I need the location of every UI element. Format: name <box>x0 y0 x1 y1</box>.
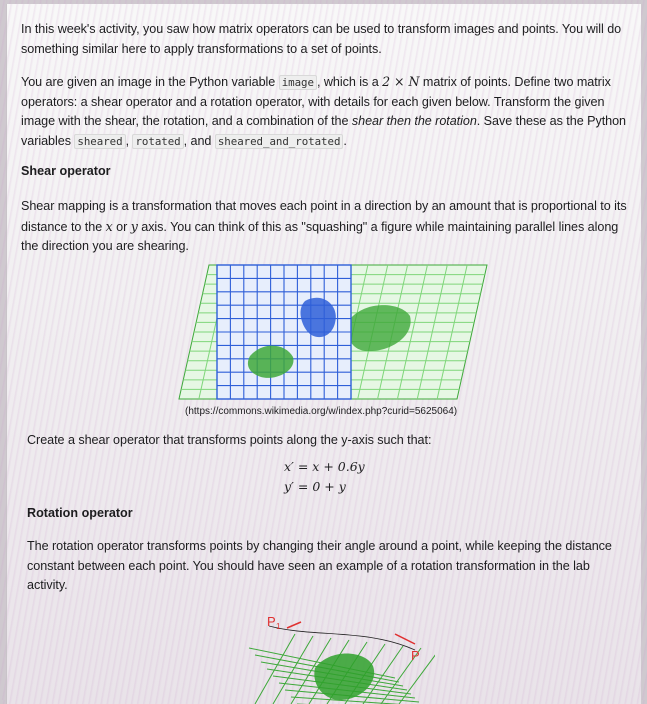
sheared-and-rotated-variable-code: sheared_and_rotated <box>215 134 344 149</box>
shear-equation-y: y′ = 0 + y <box>284 479 346 494</box>
rotation-illustration <box>245 608 435 704</box>
intro-paragraph <box>21 20 625 59</box>
x-symbol: x <box>105 218 113 234</box>
task-text-2: , which is a <box>316 75 379 89</box>
task-period: . <box>343 133 347 148</box>
shear-mapping-illustration <box>175 261 495 403</box>
y-symbol: y <box>130 218 138 234</box>
shear-desc-2: axis. You can think of this as "squashing" a figure while maintaining parallel lines along the direction you are shearing. <box>21 219 619 253</box>
p1-label: P <box>267 614 276 629</box>
rotation-description <box>27 537 627 596</box>
task-text-3: matrix of points. Define two matrix operators: a shear operator and a rotation operator, with details for each given below. Transform the given image with the shear, the rotation, and a combination of the <box>21 75 611 128</box>
p-label: P <box>411 648 420 663</box>
p-arrow <box>395 634 415 644</box>
grid-line <box>255 634 295 704</box>
image-source-caption: (https://commons.wikimedia.org/w/index.php?curid=5625064) <box>185 406 458 417</box>
task-text-4: . Save these as the Python variables <box>21 114 627 148</box>
original-grid <box>217 265 351 399</box>
task-paragraph <box>21 72 627 151</box>
task-comma: , <box>125 133 130 148</box>
intro-text: In this week's activity, you saw how matrix operators can be used to transform images and points. You will do something similar here to apply transformations to a set of points. <box>21 22 622 56</box>
p1-arrow <box>287 622 301 628</box>
task-and: , and <box>183 133 212 148</box>
matrix-dims: 2 × N <box>382 74 420 89</box>
shear-instruction-text: Create a shear operator that transforms points along the y-axis such that: <box>27 433 432 447</box>
assignment-page <box>6 4 641 704</box>
task-emphasis: shear then the rotation <box>351 114 477 128</box>
shear-desc-1: Shear mapping is a transformation that moves each point in a direction by an amount that is proportional to its distance to the <box>21 199 627 234</box>
rotation-arc <box>269 626 415 650</box>
shear-desc-or: or <box>116 219 128 234</box>
shear-instruction <box>27 431 627 451</box>
rotated-variable-code: rotated <box>132 134 183 149</box>
rotated-shape <box>314 654 374 701</box>
shear-description <box>21 197 627 257</box>
rotation-desc-text: The rotation operator transforms points by changing their angle around a point, while keeping the distance constant between each point. You should have seen an example of a rotation transformation in the lab activity. <box>27 539 612 592</box>
image-variable-code: image <box>279 75 317 90</box>
task-text-1: You are given an image in the Python variable <box>21 75 276 89</box>
p1-label-subscript: 1 <box>276 622 281 631</box>
shear-heading: Shear operator <box>21 164 111 178</box>
sheared-variable-code: sheared <box>74 134 125 149</box>
shear-equation-x: x′ = x + 0.6y <box>284 459 365 474</box>
rotation-heading: Rotation operator <box>27 506 133 520</box>
